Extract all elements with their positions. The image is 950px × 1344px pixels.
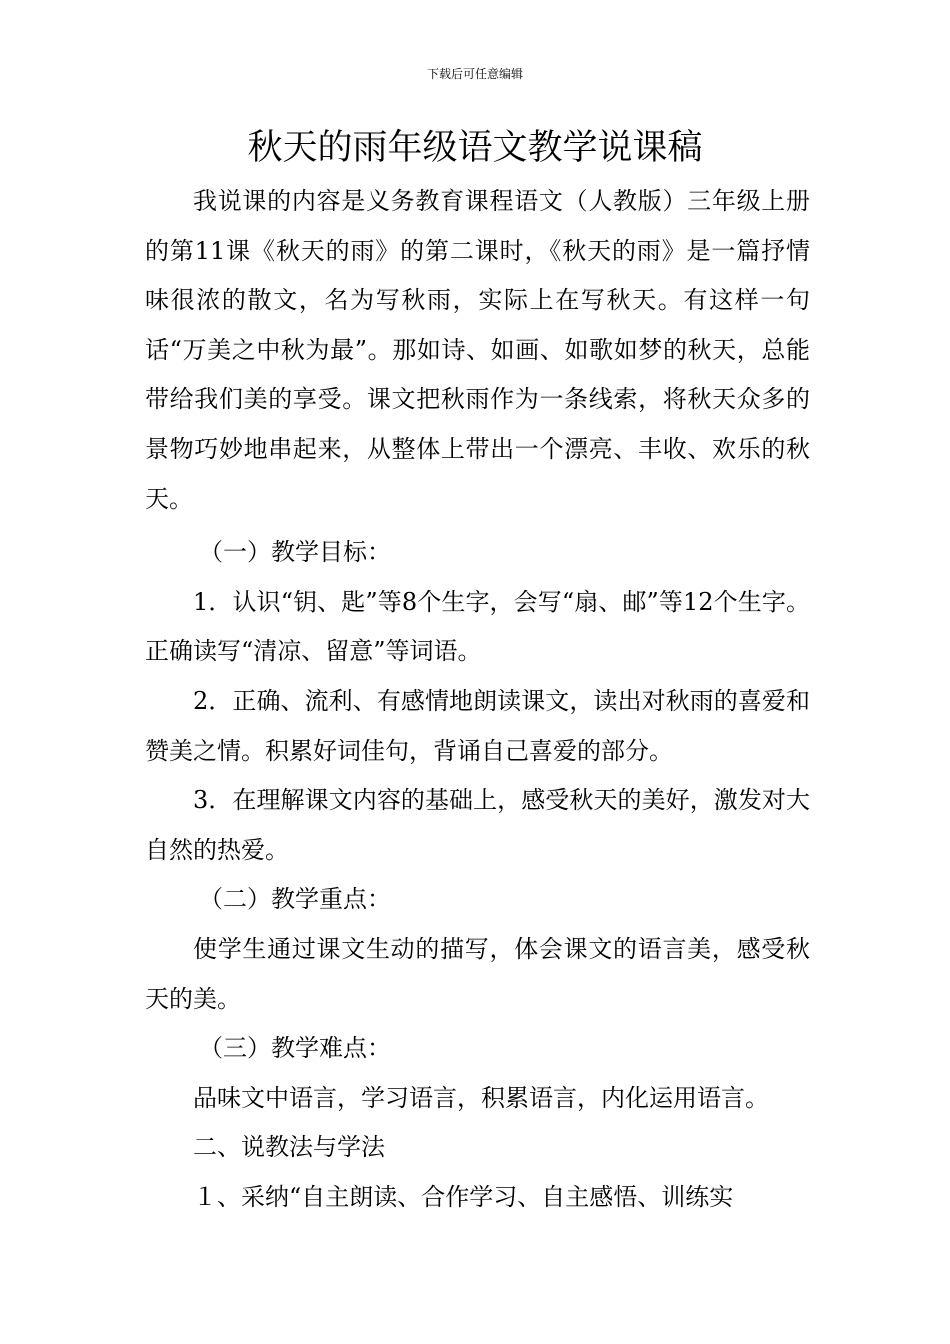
objective-item-3: 3．在理解课文内容的基础上，感受秋天的美好，激发对大自然的热爱。	[145, 786, 810, 864]
document-body	[145, 177, 810, 1222]
key-points-paragraph: 使学生通过课文生动的描写，体会课文的语言美，感受秋天的美。	[145, 934, 810, 1013]
difficulties-paragraph: 品味文中语言，学习语言，积累语言，内化运用语言。	[193, 1083, 769, 1112]
methods-item-1: １、采纳“自主朗读、合作学习、自主感悟、训练实	[193, 1182, 734, 1211]
objective-item-2: 2．正确、流利、有感情地朗读课文，读出对秋雨的喜爱和赞美之情。积累好词佳句，背诵自己喜爱的部分。	[145, 686, 810, 765]
objective-item-1: 1．认识“钥、匙”等8个生字，会写“扇、邮”等12个生字。正确读写“清凉、留意”等词语。	[145, 587, 810, 666]
header-note: 下载后可任意编辑	[426, 67, 523, 81]
section-heading-key-points: （二）教学重点：	[199, 885, 391, 914]
section-heading-difficulties: （三）教学难点：	[199, 1034, 391, 1063]
section-heading-objectives: （一）教学目标：	[199, 538, 391, 567]
intro-paragraph: 我说课的内容是义务教育课程语文（人教版）三年级上册的第11课《秋天的雨》的第二课时，《秋天的雨》是一篇抒情味很浓的散文，名为写秋雨，实际上在写秋天。有这样一句话“万美之中秋为最”。那如诗、如画、如歌如梦的秋天，总能带给我们美的享受。课文把秋雨作为一条线索，将秋天众多的景物巧妙地串起来，从整体上带出一个漂亮、丰收、欢乐的秋天。	[145, 187, 810, 513]
document-title: 秋天的雨年级语文教学说课稿	[247, 128, 703, 168]
section-heading-methods: 二、说教法与学法	[193, 1133, 385, 1162]
